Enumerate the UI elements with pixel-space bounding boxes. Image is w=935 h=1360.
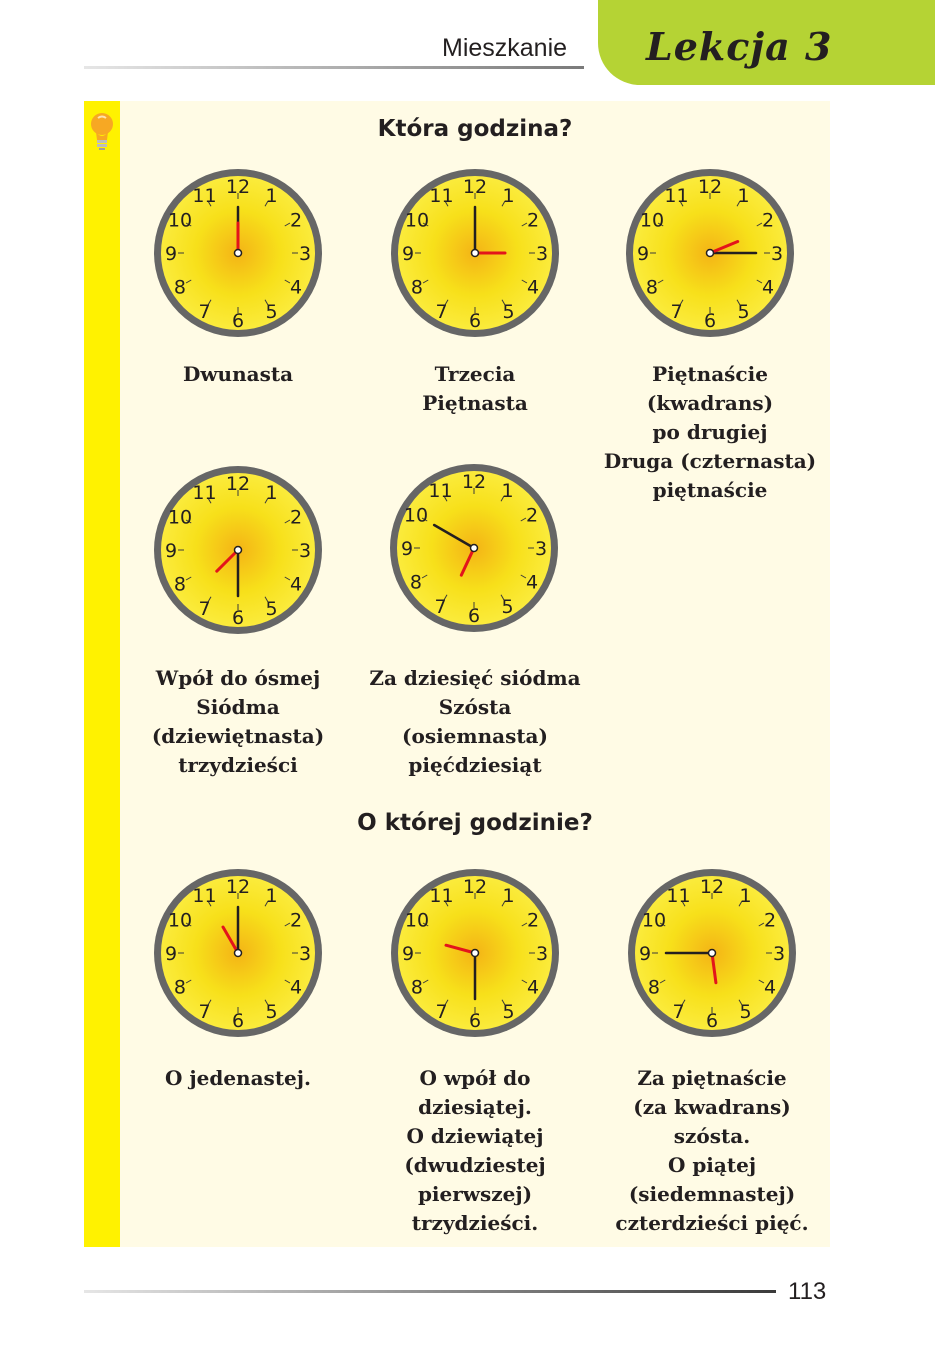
clock-numeral: 2: [289, 506, 303, 529]
clock-numeral: 7: [434, 596, 447, 619]
clock-numeral: 10: [639, 209, 665, 232]
caption-line: Za dziesięć siódma: [369, 666, 581, 690]
clock-caption: [355, 664, 595, 780]
caption-line: (dwudziestej: [404, 1153, 546, 1177]
clock-caption: [355, 360, 595, 418]
caption-line: szósta.: [673, 1124, 751, 1148]
clock-face: [624, 865, 800, 1041]
clock-numeral: 2: [763, 909, 777, 932]
clock-numeral: 10: [403, 504, 429, 527]
clock-caption: [118, 360, 358, 389]
caption-line: pięćdziesiąt: [408, 753, 542, 777]
clock-pivot: [472, 950, 479, 957]
clock-numeral: 9: [164, 540, 178, 562]
header-divider: [84, 66, 584, 69]
clock-numeral: 3: [298, 943, 312, 965]
clock-numeral: 1: [265, 481, 278, 504]
clock-numeral: 5: [502, 1001, 515, 1024]
clock-caption: [592, 1064, 832, 1238]
clock-numeral: 11: [192, 184, 217, 207]
clock-numeral: 5: [737, 301, 750, 324]
clock-numeral: 10: [167, 909, 193, 932]
clock-numeral: 5: [265, 301, 278, 324]
caption-line: (kwadrans): [646, 391, 774, 415]
clock-numeral: 4: [289, 573, 303, 596]
clock-pivot: [235, 547, 242, 554]
clock-numeral: 3: [535, 243, 549, 265]
caption-line: dziesiątej.: [418, 1095, 532, 1119]
clock-numeral: 9: [401, 943, 415, 965]
caption-line: trzydzieści.: [411, 1211, 539, 1235]
clock-numeral: 7: [435, 1001, 448, 1024]
clock-numeral: 11: [666, 884, 691, 907]
clock-numeral: 9: [401, 243, 415, 265]
clock-numeral: 9: [164, 943, 178, 965]
clock-numeral: 6: [231, 1010, 245, 1032]
clock-numeral: 4: [526, 276, 540, 299]
clock-numeral: 12: [225, 473, 251, 495]
caption-line: O piątej: [667, 1153, 757, 1177]
clock-numeral: 2: [525, 504, 539, 527]
caption-line: Szósta: [438, 695, 512, 719]
caption-line: O dziewiątej: [406, 1124, 544, 1148]
clock-numeral: 11: [664, 184, 689, 207]
clock-numeral: 9: [164, 243, 178, 265]
clock-numeral: 3: [535, 943, 549, 965]
clock-face: [150, 462, 326, 638]
clock-numeral: 1: [265, 884, 278, 907]
clock-numeral: 9: [638, 943, 652, 965]
clock-numeral: 2: [526, 209, 540, 232]
clock-numeral: 6: [468, 310, 482, 332]
clock-numeral: 1: [501, 479, 514, 502]
clock-numeral: 7: [670, 301, 683, 324]
clock-face: [150, 865, 326, 1041]
clock-numeral: 2: [526, 909, 540, 932]
clock-numeral: 7: [672, 1001, 685, 1024]
clock-numeral: 7: [198, 301, 211, 324]
clock-numeral: 12: [461, 471, 487, 493]
clock-face: [622, 165, 798, 341]
clock-numeral: 6: [468, 1010, 482, 1032]
clock-numeral: 10: [404, 909, 430, 932]
clock-numeral: 1: [502, 884, 515, 907]
clock-numeral: 11: [429, 184, 454, 207]
caption-line: Siódma: [196, 695, 280, 719]
clock-numeral: 3: [772, 943, 786, 965]
caption-line: piętnaście: [652, 478, 768, 502]
caption-line: (siedemnastej): [628, 1182, 796, 1206]
caption-line: trzydzieści: [178, 753, 298, 777]
clock-numeral: 10: [404, 209, 430, 232]
clock-numeral: 6: [231, 310, 245, 332]
clock-numeral: 7: [198, 598, 211, 621]
clock-numeral: 1: [737, 184, 750, 207]
clock-pivot: [472, 250, 479, 257]
clock-numeral: 12: [462, 176, 488, 198]
clock-numeral: 3: [298, 540, 312, 562]
caption-line: pierwszej): [417, 1182, 533, 1206]
section-title-at-what-hour: O której godzinie?: [357, 810, 593, 836]
clock-numeral: 3: [298, 243, 312, 265]
caption-line: Za piętnaście: [637, 1066, 787, 1090]
clock-pivot: [235, 950, 242, 957]
clock-numeral: 8: [410, 276, 424, 299]
clock-numeral: 11: [428, 479, 453, 502]
caption-line: po drugiej: [652, 420, 768, 444]
page-number: 113: [788, 1278, 827, 1305]
clock-numeral: 8: [410, 976, 424, 999]
clock-numeral: 5: [265, 598, 278, 621]
clock-numeral: 1: [265, 184, 278, 207]
lightbulb-icon: [88, 110, 116, 152]
caption-line: Dwunasta: [182, 362, 294, 386]
clock-numeral: 4: [289, 976, 303, 999]
clock-numeral: 8: [173, 573, 187, 596]
caption-line: O wpół do: [419, 1066, 531, 1090]
side-stripe: [84, 101, 120, 1247]
clock-face: [387, 865, 563, 1041]
section-title-which-hour: Która godzina?: [377, 116, 573, 142]
clock-numeral: 5: [502, 301, 515, 324]
caption-line: Piętnaście: [652, 362, 768, 386]
clock-numeral: 2: [289, 909, 303, 932]
clock-pivot: [471, 545, 478, 552]
clock-numeral: 5: [739, 1001, 752, 1024]
clock-face: [386, 460, 562, 636]
clock-numeral: 11: [192, 884, 217, 907]
clock-numeral: 12: [225, 176, 251, 198]
clock-numeral: 10: [167, 506, 193, 529]
caption-line: (za kwadrans): [633, 1095, 791, 1119]
clock-numeral: 10: [641, 909, 667, 932]
clock-caption: [118, 1064, 358, 1093]
clock-numeral: 4: [526, 976, 540, 999]
clock-numeral: 4: [763, 976, 777, 999]
clock-numeral: 5: [501, 596, 514, 619]
clock-numeral: 2: [289, 209, 303, 232]
clock-numeral: 12: [697, 176, 723, 198]
clock-face: [150, 165, 326, 341]
clock-numeral: 6: [703, 310, 717, 332]
clock-numeral: 3: [770, 243, 784, 265]
clock-numeral: 11: [192, 481, 217, 504]
clock-numeral: 1: [502, 184, 515, 207]
clock-numeral: 7: [435, 301, 448, 324]
footer-divider: [84, 1290, 776, 1293]
clock-numeral: 1: [739, 884, 752, 907]
clock-caption: [355, 1064, 595, 1238]
clock-numeral: 12: [225, 876, 251, 898]
caption-line: Piętnasta: [422, 391, 528, 415]
clock-numeral: 8: [647, 976, 661, 999]
clock-numeral: 4: [289, 276, 303, 299]
clock-numeral: 8: [645, 276, 659, 299]
clock-pivot: [707, 250, 714, 257]
clock-numeral: 12: [699, 876, 725, 898]
caption-line: (dziewiętnasta): [151, 724, 325, 748]
clock-numeral: 10: [167, 209, 193, 232]
clock-numeral: 8: [173, 276, 187, 299]
caption-line: czterdzieści pięć.: [615, 1211, 809, 1235]
caption-line: O jedenastej.: [165, 1066, 311, 1090]
clock-numeral: 12: [462, 876, 488, 898]
clock-pivot: [709, 950, 716, 957]
caption-line: (osiemnasta): [402, 724, 548, 748]
clock-numeral: 6: [705, 1010, 719, 1032]
clock-numeral: 6: [467, 605, 481, 627]
caption-line: Trzecia: [434, 362, 516, 386]
clock-numeral: 9: [400, 538, 414, 560]
clock-numeral: 7: [198, 1001, 211, 1024]
clock-caption: [118, 664, 358, 780]
header-section-title: Mieszkanie: [442, 34, 568, 62]
caption-line: Wpół do ósmej: [155, 666, 321, 690]
clock-numeral: 5: [265, 1001, 278, 1024]
clock-numeral: 2: [761, 209, 775, 232]
caption-line: Druga (czternasta): [603, 449, 817, 473]
clock-numeral: 8: [173, 976, 187, 999]
clock-pivot: [235, 250, 242, 257]
clock-face: [387, 165, 563, 341]
clock-numeral: 8: [409, 571, 423, 594]
clock-numeral: 9: [636, 243, 650, 265]
clock-numeral: 3: [534, 538, 548, 560]
lesson-title: Lekcja 3: [646, 24, 833, 69]
clock-caption: [590, 360, 830, 505]
clock-numeral: 4: [761, 276, 775, 299]
clock-numeral: 4: [525, 571, 539, 594]
clock-numeral: 6: [231, 607, 245, 629]
clock-numeral: 11: [429, 884, 454, 907]
